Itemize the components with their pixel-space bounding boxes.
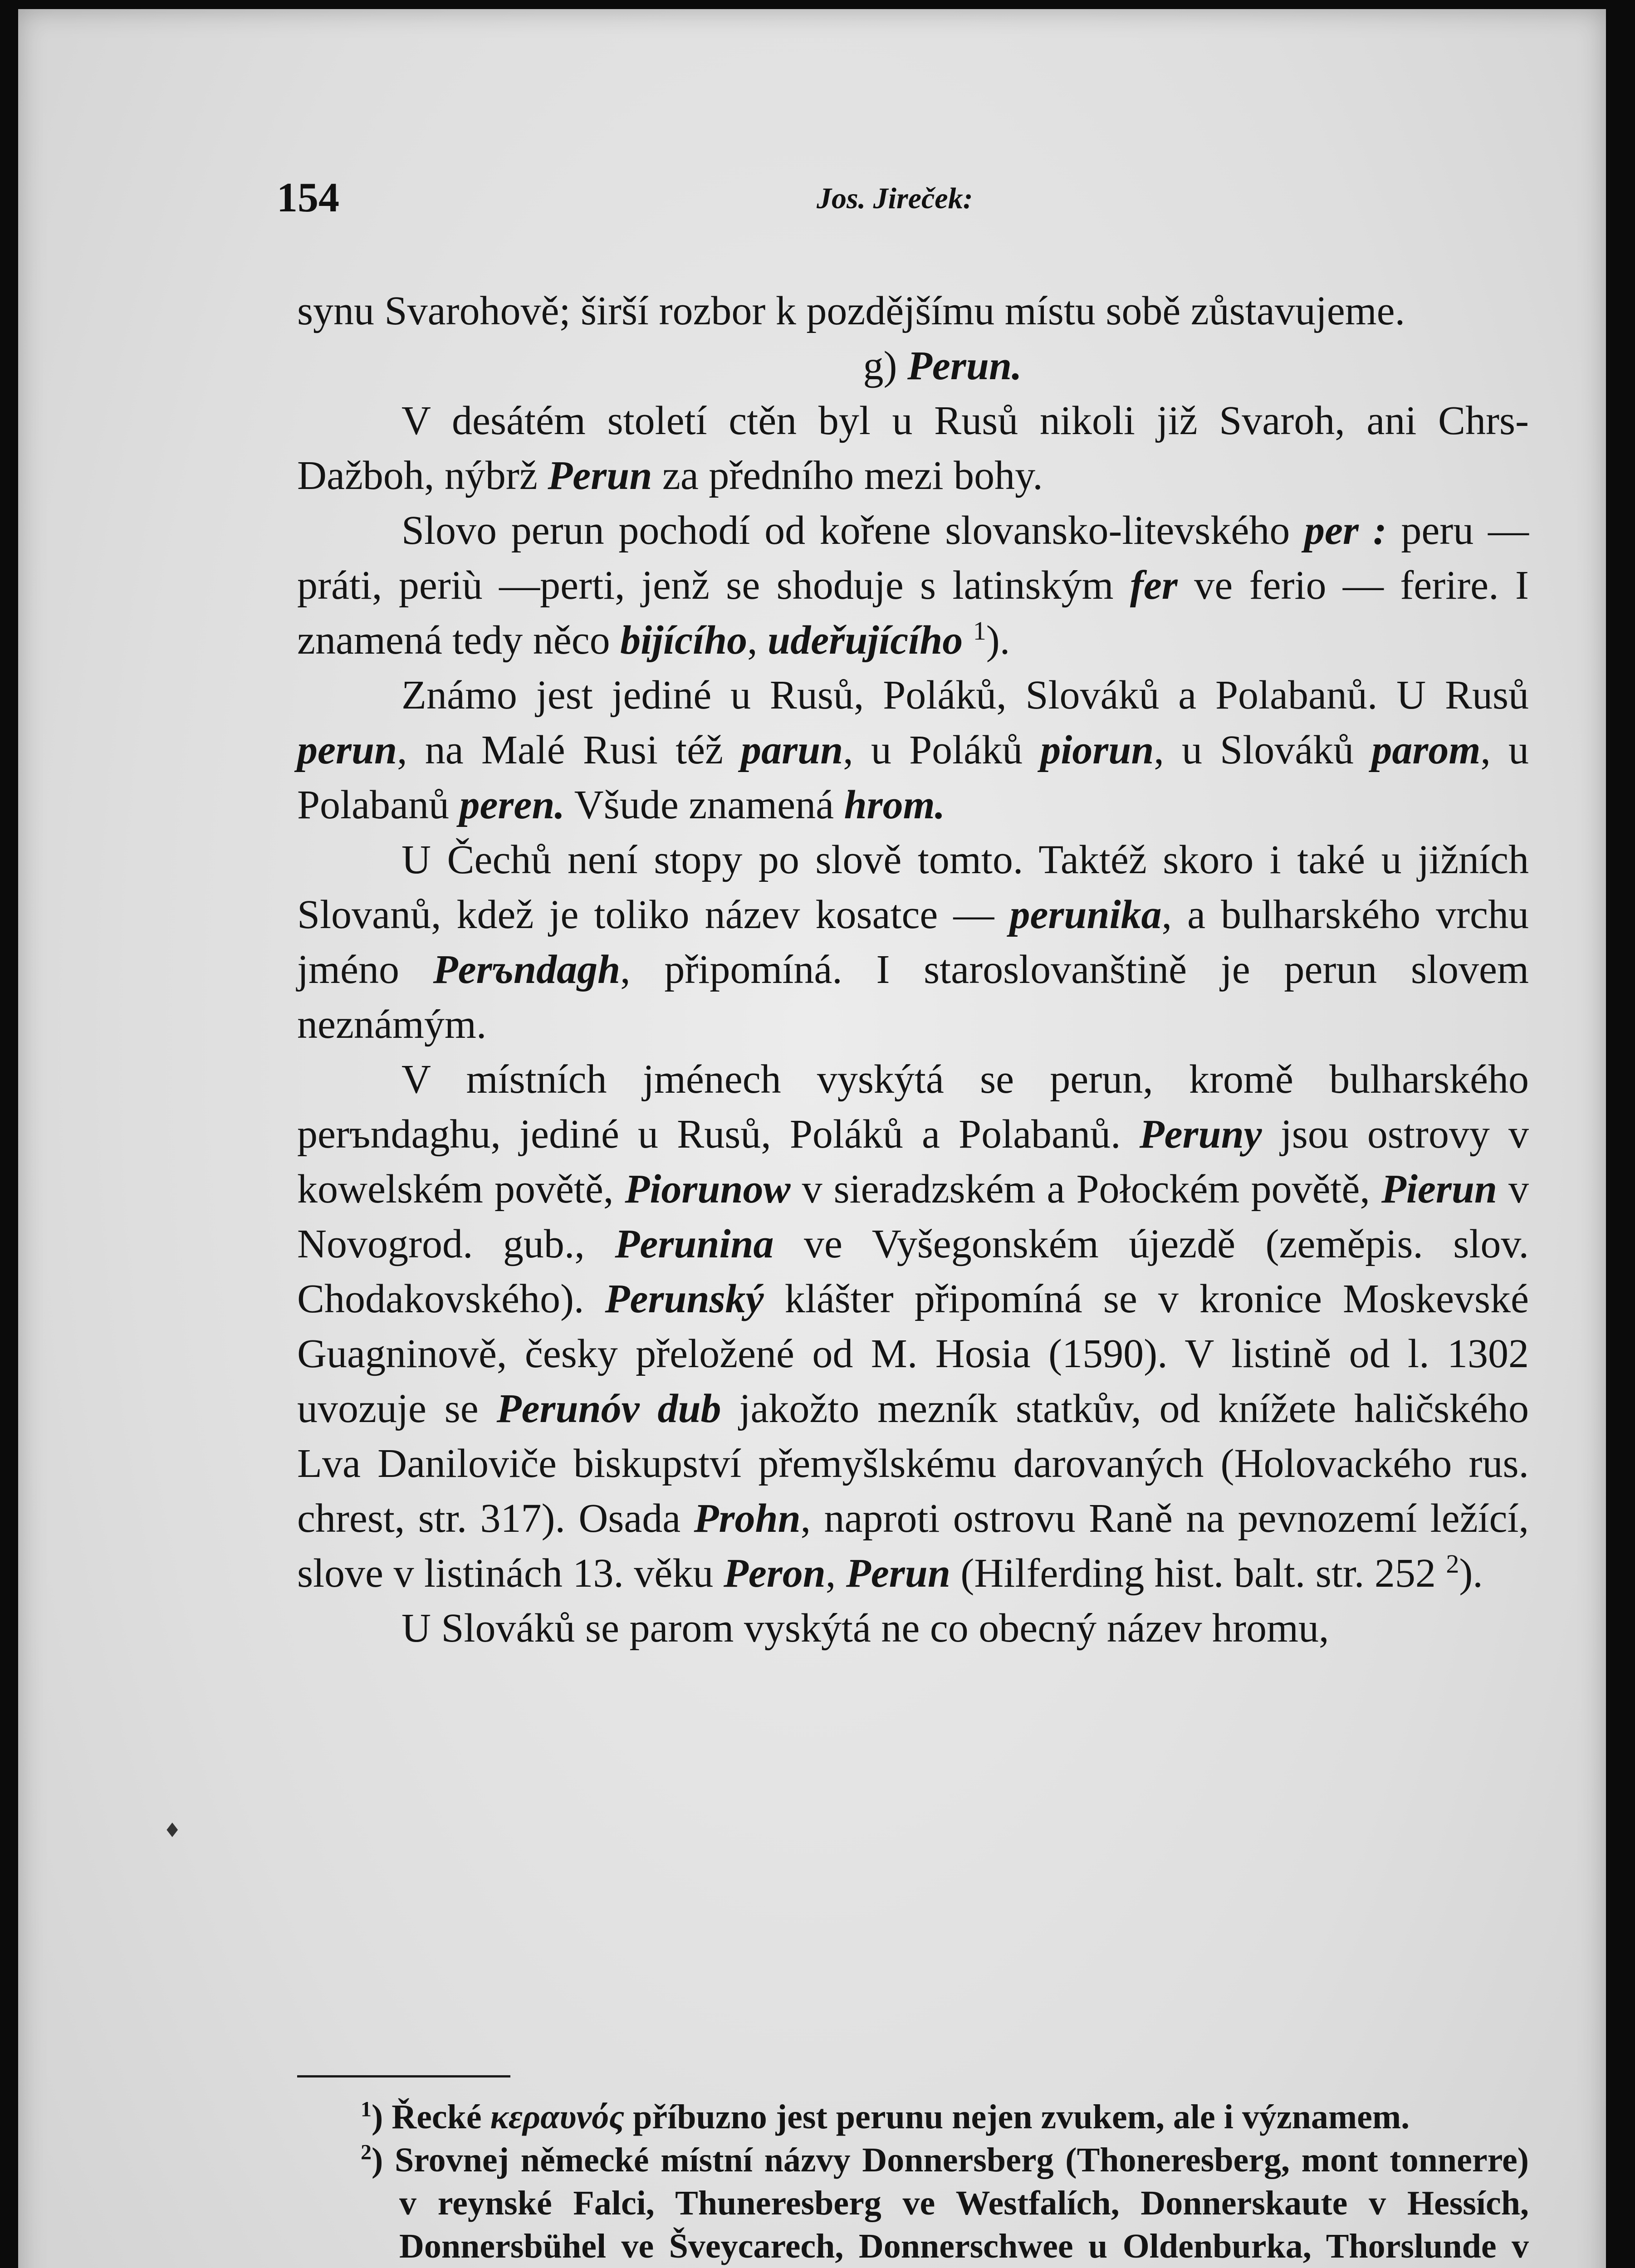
emphasis-run: Perun [846,1551,950,1596]
emphasis-run: Perunina [615,1222,774,1266]
paragraph-5 [297,832,1529,1052]
paragraph-2 [297,393,1529,503]
footnote-1 [297,2096,1529,2139]
emphasis-run: fer [1130,563,1178,608]
text-run: ) Řecké [372,2098,490,2136]
paragraph-7 [297,1601,1529,1656]
text-run: ve Vyšegonském újezdě (zeměpis. slov. Chodakovského). [297,1222,1529,1321]
section-name: Perun. [907,343,1022,388]
text-run: U Čechů není stopy po slově tomto. Taktéž skoro i také u jižních Slovanů, kdež je toliko název kosatce — [297,837,1529,937]
emphasis-run: perunika [1009,892,1162,937]
paragraph-3 [297,503,1529,668]
emphasis-run: Peron [723,1551,826,1596]
text-run: V místních jménech vyskýtá se perun, kromě bulharského perъndaghu, jediné u Rusů, Poláků a Polabanů. [297,1057,1529,1157]
emphasis-run: peren. [459,782,565,827]
text-run: , připomíná. I staroslovanštině je perun slovem neznámým. [297,947,1529,1047]
text-run: v sieradzském a Połockém povětě, [790,1167,1381,1212]
text-run: ve ferio — ferire. I znamená tedy něco [297,563,1529,663]
text-run: Známo jest jediné u Rusů, Poláků, Slováků a Polabanů. U Rusů [401,673,1529,718]
text-run: , u Poláků [843,728,1041,772]
emphasis-run: bijícího [620,618,748,663]
emphasis-run: Piorunow [625,1167,791,1212]
text-run: , [825,1551,846,1596]
emphasis-run: Perunóv dub [496,1386,721,1431]
emphasis-run: parom [1371,728,1481,772]
footnote-divider [297,2075,510,2077]
emphasis-run: udeřujícího [768,618,963,663]
paragraph-6 [297,1052,1529,1601]
text-run: , [747,618,768,663]
text-run: V desátém století ctěn byl u Rusů nikoli již Svaroh, ani Chrs-Dažboh, nýbrž [297,398,1529,498]
text-run: peru — práti, periù —perti, jenž se shoduje s latinským [297,508,1529,608]
text-run: (Hilferding hist. balt. str. 252 [950,1551,1446,1596]
footnote-ref: 1 [973,616,986,645]
running-head: Jos. Jireček: [817,182,973,215]
page-header [277,172,1529,222]
text-run: za předního mezi bohy. [652,453,1043,498]
emphasis-run: Peruny [1139,1112,1262,1157]
emphasis-run: hrom. [844,782,945,827]
text-run: ). [986,618,1010,663]
text-run: , a bulharského vrchu jméno [297,892,1529,992]
margin-mark: ♦ [163,1819,181,1842]
text-run: Slovo perun pochodí od kořene slovansko-litevského [401,508,1304,553]
text-run: v Novogrod. gub., [297,1167,1529,1266]
text-run: jsou ostrovy v kowelském povětě, [297,1112,1529,1212]
footnote-mark: 2 [361,2140,372,2165]
text-run: , u Polabanů [297,728,1529,827]
page-number: 154 [277,174,339,220]
emphasis-run: Perъndagh [433,947,621,992]
emphasis-run: Pierun [1381,1167,1497,1212]
text-run: , na Malé Rusi též [397,728,741,772]
emphasis-run: parun [741,728,843,772]
emphasis-run: Prohn [694,1496,801,1541]
text-run: U Slováků se parom vyskýtá ne co obecný název hromu, [401,1606,1329,1651]
body-text [297,284,1529,1656]
emphasis-run: Perun [548,453,652,498]
text-run: klášter připomíná se v kronice Moskevské Guagninově, česky přeložené od M. Hosia (1590). V listině od l. 1302 uvozuje se [297,1276,1529,1431]
footnote-2 [297,2139,1529,2268]
text-run: Všude znamená [564,782,844,827]
footnotes [297,2096,1529,2268]
section-label: g) [863,343,897,388]
emphasis-run: κεραυνός [490,2098,625,2136]
paragraph-1-text: synu Svarohově; širší rozbor k pozdějšímu místu sobě zůstavujeme. [297,288,1405,333]
paragraph-1 [297,284,1529,338]
section-heading [297,338,1529,393]
text-run: ). [1459,1551,1483,1596]
paragraph-4 [297,668,1529,832]
footnote-ref: 2 [1446,1549,1459,1579]
emphasis-run: Perunský [605,1276,764,1321]
emphasis-run: perun [297,728,397,772]
text-run: ) Srovnej německé místní názvy Donnersberg (Thoneresberg, mont tonnerre) v reynské Falci, Thuneresberg ve Westfalích, Donnerskaute v Hessích, Donnersbühel ve Šveycarech, Donnerschwee u Oldenburka, Thorslunde v [372,2141,1529,2265]
book-page [18,9,1606,2268]
text-run: , naproti ostrovu Raně na pevnozemí ležící, slove v listinách 13. věku [297,1496,1529,1596]
text-run: příbuzno jest perunu nejen zvukem, ale i významem. [624,2098,1410,2136]
footnote-mark: 1 [361,2097,372,2121]
emphasis-run: piorun [1040,728,1154,772]
emphasis-run: per : [1304,508,1387,553]
text-run: , u Slováků [1154,728,1372,772]
text-run: jakožto mezník statkův, od knížete haličského Lva Daniloviče biskupství přemyšlskému darovaných (Holovackého rus. chrest, str. 317). Osada [297,1386,1529,1541]
